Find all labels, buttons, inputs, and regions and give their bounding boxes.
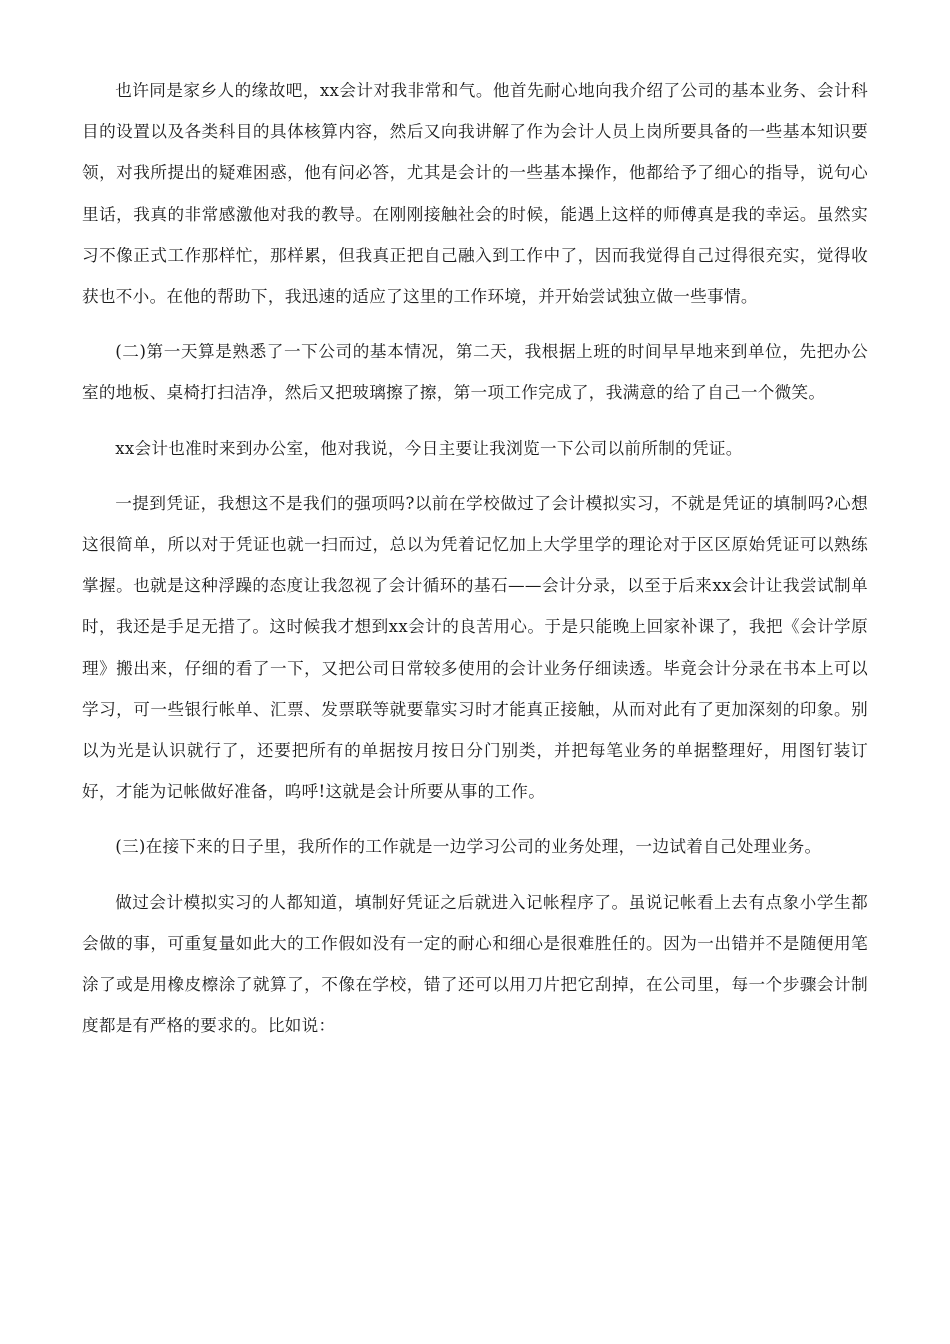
paragraph-5: (三)在接下来的日子里，我所作的工作就是一边学习公司的业务处理，一边试着自己处理业务。 (115, 837, 822, 857)
paragraph-2: (二)第一天算是熟悉了一下公司的基本情况，第二天，我根据上班的时间早早地来到单位，先把办公室的地板、桌椅打扫洁净，然后又把玻璃擦了擦，第一项工作完成了，我满意的给了自己一个微笑。 (82, 342, 868, 403)
paragraph-3: xx会计也准时来到办公室，他对我说，今日主要让我浏览一下公司以前所制的凭证。 (115, 438, 743, 458)
document-body (82, 70, 868, 1060)
paragraph-4: 一提到凭证，我想这不是我们的强项吗?以前在学校做过了会计模拟实习，不就是凭证的填制吗?心想这很简单，所以对于凭证也就一扫而过，总以为凭着记忆加上大学里学的理论对于区区原始凭证可以熟练掌握。也就是这种浮躁的态度让我忽视了会计循环的基石——会计分录，以至于后来xx会计让我尝试制单时，我还是手足无措了。这时候我才想到xx会计的良苦用心。于是只能晚上回家补课了，我把《会计学原理》搬出来，仔细的看了一下，又把公司日常较多使用的会计业务仔细读透。毕竟会计分录在书本上可以学习，可一些银行帐单、汇票、发票联等就要靠实习时才能真正接触，从而对此有了更加深刻的印象。别以为光是认识就行了，还要把所有的单据按月按日分门别类，并把每笔业务的单据整理好，用图钉装订好，才能为记帐做好准备，呜呼!这就是会计所要从事的工作。 (82, 493, 868, 802)
paragraph-1: 也许同是家乡人的缘故吧，xx会计对我非常和气。他首先耐心地向我介绍了公司的基本业务、会计科目的设置以及各类科目的具体核算内容，然后又向我讲解了作为会计人员上岗所要具备的一些基本知识要领，对我所提出的疑难困惑，他有问必答，尤其是会计的一些基本操作，他都给予了细心的指导，说句心里话，我真的非常感激他对我的教导。在刚刚接触社会的时候，能遇上这样的师傅真是我的幸运。虽然实习不像正式工作那样忙，那样累，但我真正把自己融入到工作中了，因而我觉得自己过得很充实，觉得收获也不小。在他的帮助下，我迅速的适应了这里的工作环境，并开始尝试独立做一些事情。 (82, 81, 868, 307)
paragraph-6: 做过会计模拟实习的人都知道，填制好凭证之后就进入记帐程序了。虽说记帐看上去有点象小学生都会做的事，可重复量如此大的工作假如没有一定的耐心和细心是很难胜任的。因为一出错并不是随便用笔涂了或是用橡皮檫涂了就算了，不像在学校，错了还可以用刀片把它刮掉，在公司里，每一个步骤会计制度都是有严格的要求的。比如说： (82, 892, 868, 1036)
